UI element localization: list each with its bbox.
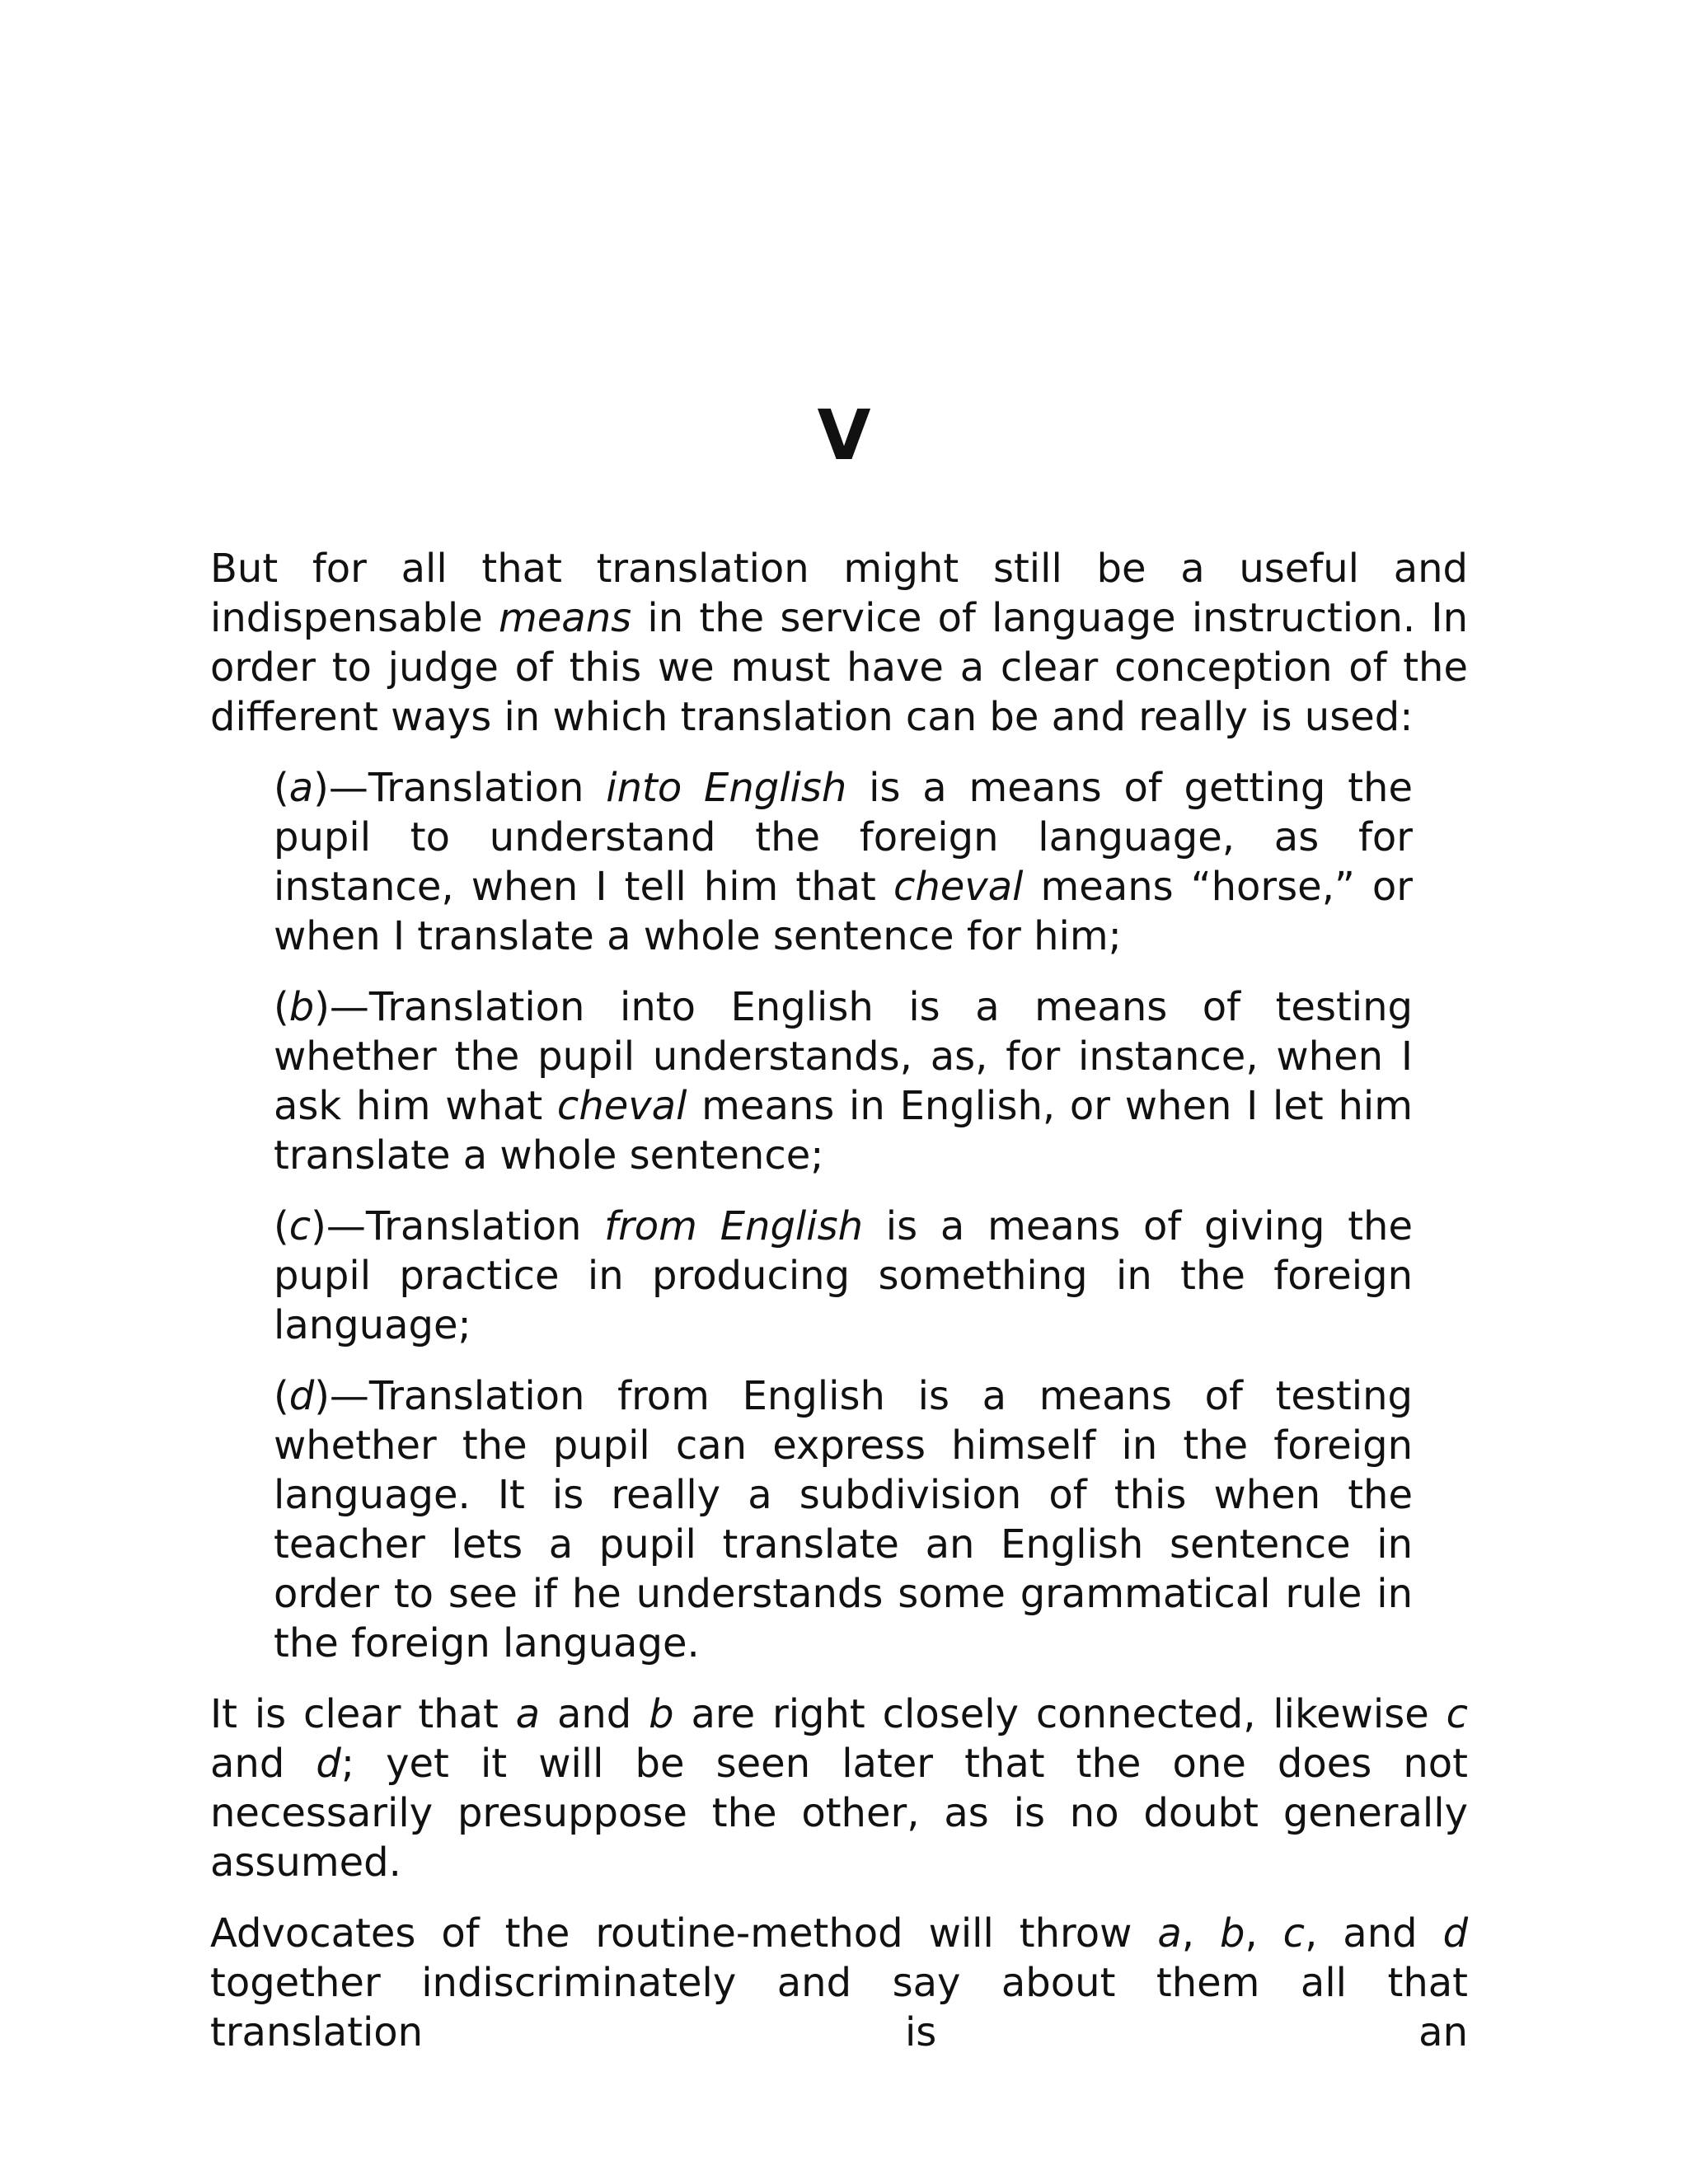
item-b-text-2: means in English, or when I let him translate a whole sentence; [274, 1083, 1414, 1179]
intro-text-2: in the service of language instruction. In order to judge of this we must have a clear conception of the different ways in which translation can be and really is used: [210, 595, 1468, 740]
item-c-letter: c [288, 1203, 312, 1249]
item-a-letter: a [288, 765, 314, 811]
list-item-d [274, 1371, 1413, 1668]
item-b-letter: b [288, 984, 315, 1030]
intro-text-1: But for all that translation might still be a useful and indispensable [210, 546, 1468, 641]
advocates-letter-c: c [1282, 1910, 1306, 1957]
advocates-text-3: , [1245, 1910, 1283, 1957]
list-item-c [274, 1202, 1413, 1350]
item-a-text-2: means “horse,” or when I translate a whole sentence for him; [274, 864, 1414, 959]
advocates-paragraph [210, 1909, 1468, 2057]
item-d-open-paren: ( [274, 1373, 289, 1419]
item-a-foreign-word: cheval [893, 864, 1024, 910]
intro-means-emphasis: means [499, 595, 632, 641]
clear-letter-d: d [316, 1741, 341, 1787]
clear-text-1: It is clear that [210, 1691, 516, 1737]
item-c-text-1: is a means of giving the pupil practice in producing something in the foreign language; [274, 1203, 1414, 1348]
advocates-text-5: together indiscriminately and say about them all that translation is an [210, 1960, 1468, 2055]
advocates-letter-b: b [1219, 1910, 1245, 1957]
clear-text-5: ; yet it will be seen later that the one does not necessarily presuppose the other, as is no doubt generally assumed. [210, 1741, 1468, 1886]
clear-text-2: and [540, 1691, 649, 1737]
item-b-foreign-word: cheval [556, 1083, 687, 1129]
item-b-open-paren: ( [274, 984, 289, 1030]
clear-letter-b: b [649, 1691, 674, 1737]
item-c-emphasis: from English [604, 1203, 864, 1249]
clear-text-4: and [210, 1741, 316, 1787]
item-a-lead: )—Translation [313, 765, 607, 811]
list-item-b [274, 982, 1413, 1180]
intro-paragraph [210, 544, 1468, 742]
translation-uses-list [274, 763, 1413, 1668]
advocates-text-4: , and [1305, 1910, 1443, 1957]
clear-letter-c: c [1446, 1691, 1469, 1737]
chapter-heading: V [817, 395, 871, 476]
clear-paragraph [210, 1690, 1468, 1887]
body-text [210, 544, 1468, 2079]
item-d-text: )—Translation from English is a means of testing whether the pupil can express himself in the foreign language. It is really a subdivision of this when the teacher lets a pupil translate an English sentence in order to see if he understands some grammatical rule in the foreign language. [274, 1373, 1413, 1666]
advocates-letter-d: d [1442, 1910, 1469, 1957]
clear-letter-a: a [515, 1691, 541, 1737]
advocates-text-1: Advocates of the routine-method will throw [210, 1910, 1158, 1957]
item-d-letter: d [288, 1373, 315, 1419]
item-a-open-paren: ( [274, 765, 289, 811]
item-c-lead: )—Translation [311, 1203, 605, 1249]
list-item-a [274, 763, 1413, 961]
advocates-text-2: , [1181, 1910, 1220, 1957]
advocates-letter-a: a [1157, 1910, 1182, 1957]
clear-text-3: are right closely connected, likewise [673, 1691, 1447, 1737]
item-a-emphasis: into English [606, 765, 847, 811]
item-c-open-paren: ( [274, 1203, 289, 1249]
item-a-text-1: is a means of getting the pupil to understand the foreign language, as for instance, when I tell him that [274, 765, 1413, 910]
item-b-text-1: )—Translation into English is a means of testing whether the pupil understands, as, for instance, when I ask him what [274, 984, 1413, 1129]
